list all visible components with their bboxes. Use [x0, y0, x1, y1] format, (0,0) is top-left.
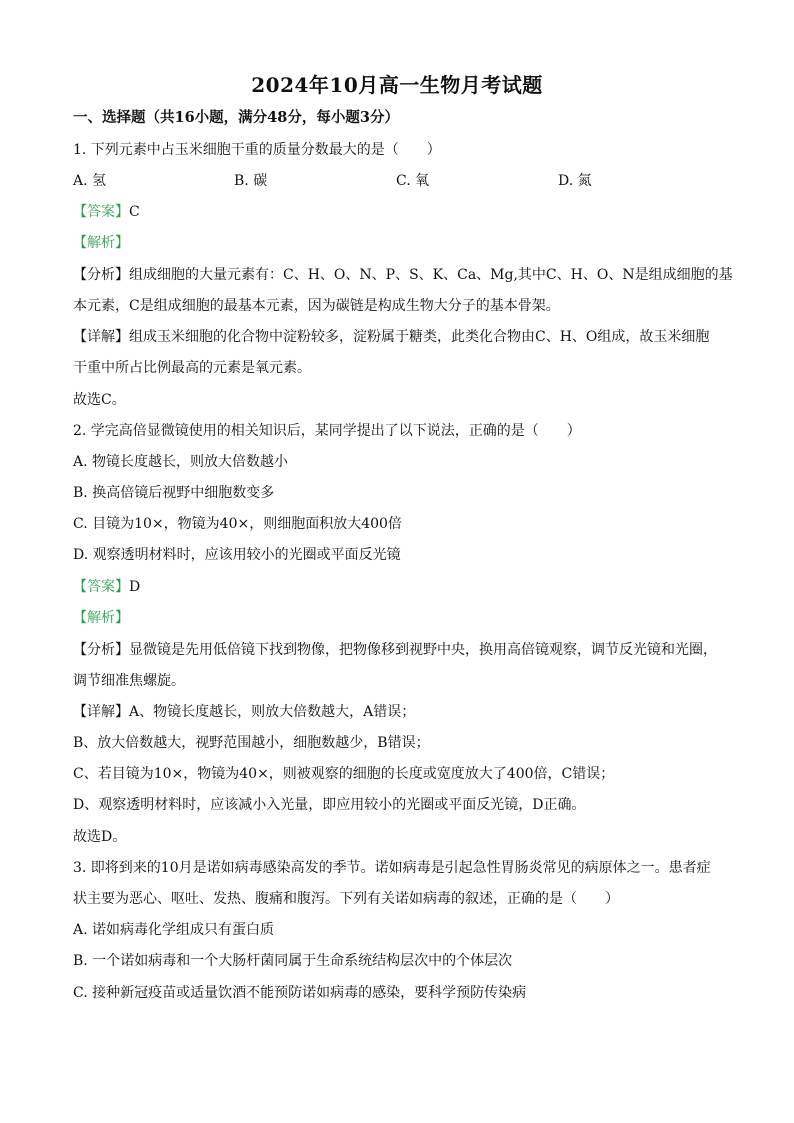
q1-option-a: A. 氢	[73, 173, 107, 189]
fenxi-text: 组成细胞的大量元素有：C、H、O、N、P、S、K、Ca、Mg,其中C、H、O、N是组成细胞的基	[129, 267, 733, 283]
answer-tag: 【答案】	[73, 579, 129, 595]
q2-analysis-tag: 【解析】	[73, 610, 129, 626]
q3-option-b: B. 一个诺如病毒和一个大肠杆菌同属于生命系统结构层次中的个体层次	[73, 953, 513, 969]
q1-option-b: B. 碳	[234, 173, 268, 189]
q1-option-d: D. 氮	[558, 173, 592, 189]
q2-xiangjie-line-1	[73, 702, 415, 722]
q2-detail-c: C、若目镜为10×，物镜为40×，则被观察的细胞的长度或宽度放大了400倍，C错误；	[73, 766, 615, 782]
question-2-stem: 2. 学完高倍显微镜使用的相关知识后，某同学提出了以下说法，正确的是（ ）	[73, 423, 581, 439]
xiangjie-tag: 【详解】	[73, 704, 129, 720]
q1-fenxi-line-2: 本元素，C是组成细胞的最基本元素，因为碳链是构成生物大分子的基本骨架。	[73, 298, 560, 314]
q3-option-c: C. 接种新冠疫苗或适量饮酒不能预防诺如病毒的感染，要科学预防传染病	[73, 985, 527, 1001]
q1-xiangjie-line-2: 干重中所占比例最高的元素是氧元素。	[73, 360, 311, 376]
q2-option-d: D. 观察透明材料时，应该用较小的光圈或平面反光镜	[73, 547, 401, 563]
q2-fenxi-line-1	[73, 640, 717, 660]
q1-fenxi-line-1	[73, 265, 733, 285]
q2-conclusion: 故选D。	[73, 829, 127, 845]
fenxi-tag: 【分析】	[73, 267, 129, 283]
answer-tag: 【答案】	[73, 204, 129, 220]
xiangjie-tag: 【详解】	[73, 329, 129, 345]
q1-answer	[73, 202, 140, 222]
q1-option-c: C. 氧	[396, 173, 430, 189]
question-3-stem-line-1: 3. 即将到来的10月是诺如病毒感染高发的季节。诺如病毒是引起急性胃肠炎常见的病原体之一。患者症	[73, 860, 711, 876]
q2-fenxi-line-2: 调节细准焦螺旋。	[73, 673, 185, 689]
xiangjie-text: 组成玉米细胞的化合物中淀粉较多，淀粉属于糖类，此类化合物由C、H、O组成，故玉米细胞	[129, 329, 710, 345]
q2-answer	[73, 577, 140, 597]
q1-conclusion: 故选C。	[73, 392, 126, 408]
q2-detail-d: D、观察透明材料时，应该减小入光量，即应用较小的光圈或平面反光镜，D正确。	[73, 797, 586, 813]
question-1-stem: 1. 下列元素中占玉米细胞干重的质量分数最大的是（ ）	[73, 142, 441, 158]
fenxi-text: 显微镜是先用低倍镜下找到物像，把物像移到视野中央，换用高倍镜观察，调节反光镜和光圈，	[129, 642, 717, 658]
q2-option-c: C. 目镜为10×，物镜为40×，则细胞面积放大400倍	[73, 516, 402, 532]
q2-option-a: A. 物镜长度越长，则放大倍数越小	[73, 454, 289, 470]
q2-detail-b: B、放大倍数越大，视野范围越小，细胞数越少，B错误；	[73, 735, 430, 751]
fenxi-tag: 【分析】	[73, 642, 129, 658]
q1-analysis-tag: 【解析】	[73, 235, 129, 251]
section-heading: 一、选择题（共16小题，满分48分，每小题3分）	[73, 109, 399, 126]
page-title: 2024年10月高一生物月考试题	[251, 73, 543, 97]
q2-option-b: B. 换高倍镜后视野中细胞数变多	[73, 485, 275, 501]
answer-value: D	[129, 579, 141, 595]
answer-value: C	[129, 204, 140, 220]
xiangjie-text: A、物镜长度越长，则放大倍数越大，A错误；	[129, 704, 416, 720]
question-3-stem-line-2: 状主要为恶心、呕吐、发热、腹痛和腹泻。下列有关诺如病毒的叙述，正确的是（ ）	[73, 891, 619, 907]
q3-option-a: A. 诺如病毒化学组成只有蛋白质	[73, 922, 275, 938]
q1-xiangjie-line-1	[73, 327, 709, 347]
